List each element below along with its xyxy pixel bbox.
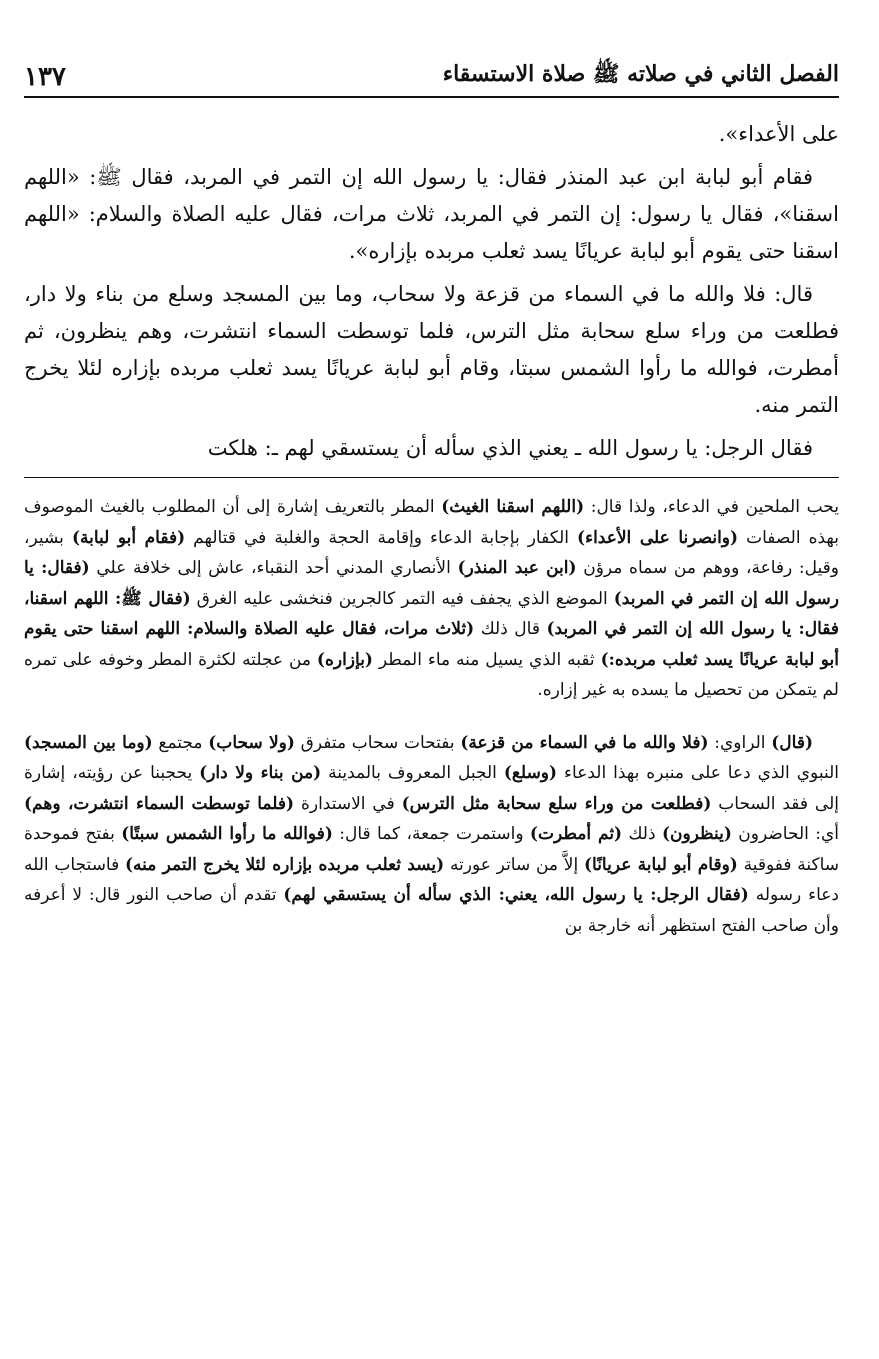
quoted-source-text: (ينظرون) [661,824,732,844]
commentary-text: في الاستدارة [294,793,402,814]
commentary-text: الموضع الذي يجفف فيه التمر كالجرين فنخشى عليه الغرق [190,588,614,609]
commentary-text: الراوي: [708,732,772,753]
commentary-text: الكفار بإجابة الدعاء وإقامة الحجة والغلبة في قتالهم [185,527,578,548]
quoted-source-text: (فلا والله ما في السماء من قزعة) [460,732,709,753]
page-header [24,52,839,98]
commentary [24,492,839,941]
commentary-text: يحب الملحين في الدعاء، ولذا قال: [584,497,839,517]
commentary-text: إلاَّ من ساتر عورته [444,854,584,875]
quoted-source-text: (بإزاره) [316,649,373,670]
commentary-text: المطر بالتعريف إشارة إلى أن المطلوب بالغيث الموصوف بهذه الصفات [24,497,839,548]
main-paragraph: قال: فلا والله ما في السماء من قزعة ولا سحاب، وما بين المسجد وسلع من بناء ولا دار، فطلعت من وراء سلع سحابة مثل الترس، فلما توسطت السماء انتشرت، وهم ينظرون، ثم أمطرت، فوالله ما رأوا الشمس سبتا، وقام أبو لبابة عريانًا يسد ثعلب مربده بإزاره لئلا يخرج التمر منه. [24,282,839,417]
quoted-source-text: (يسد ثعلب مربده بإزاره لئلا يخرج التمر منه) [125,854,445,875]
quoted-source-text: (فوالله ما رأوا الشمس سبتًا) [121,824,333,844]
commentary-paragraph [24,728,839,942]
quoted-source-text: (قال) [771,732,813,753]
commentary-text: واستمرت جمعة، كما قال: [332,824,530,844]
footnote-divider [24,477,839,478]
commentary-text: الأنصاري المدني أحد النقباء، عاش إلى خلافة علي [89,558,458,578]
commentary-text: من عجلته لكثرة المطر وخوفه على تمره لم يتمكن من تحصيل ما يسده به غير إزاره. [24,649,839,700]
main-paragraph: على الأعداء». [718,122,839,146]
quoted-source-text: (ولا سحاب) [208,732,295,753]
commentary-text: الجبل المعروف بالمدينة [321,763,504,783]
chapter-title: الفصل الثاني في صلاته ﷺ صلاة الاستسقاء [442,61,839,87]
quoted-source-text: (فقال: يا رسول الله إن التمر في المربد) [24,558,839,609]
book-page [24,52,839,1339]
commentary-text: مجتمع [152,732,209,753]
commentary-text: ذلك [622,824,662,844]
quoted-source-text: (وما بين المسجد) [24,732,153,753]
quoted-source-text: (وانصرنا على الأعداء) [577,527,739,548]
commentary-paragraph [24,492,839,706]
commentary-text: تقدم أن صاحب النور قال: لا أعرفه وأن صاحب الفتح استظهر أنه خارجة بن [24,885,839,936]
commentary-text: قال ذلك [474,619,547,639]
quoted-source-text: (فلما توسطت السماء انتشرت، وهم) [24,793,295,814]
commentary-text: يحجبنا عن رؤيته، إشارة إلى فقد السحاب [24,763,840,814]
quoted-source-text: (فطلعت من وراء سلع سحابة مثل الترس) [401,793,712,814]
quoted-source-text: (وقام أبو لبابة عريانًا) [583,854,738,875]
quoted-source-text: (فقام أبو لبابة) [71,527,186,548]
commentary-text: بشير، وقيل: رفاعة، ووهم من سماه مرؤن [24,527,839,578]
quoted-source-text: (وسلع) [503,763,558,783]
main-text [24,116,839,467]
commentary-text: بفتح فموحدة ساكنة ففوقية [24,824,839,875]
quoted-source-text: (فقال الرجل: يا رسول الله، يعني: الذي سأله أن يستسقي لهم) [283,885,749,905]
main-paragraph: فقال الرجل: يا رسول الله ـ يعني الذي سأله أن يستسقي لهم ـ: هلكت [207,436,813,460]
quoted-source-text: (ابن عبد المنذر) [457,558,577,578]
commentary-text: بفتحات سحاب متفرق [294,732,461,753]
page-number: ١٣٧ [24,62,66,92]
quoted-source-text: (ثم أمطرت) [529,824,623,844]
quoted-source-text: (من بناء ولا دار) [199,763,322,783]
commentary-text: النبوي الذي دعا على منبره بهذا الدعاء [557,763,839,783]
quoted-source-text: (اللهم اسقنا الغيث) [441,497,585,517]
commentary-text: ثقبه الذي يسيل منه ماء المطر [372,649,601,670]
commentary-text: فاستجاب الله دعاء رسوله [24,854,839,905]
quoted-source-text: (ثلاث مرات، فقال عليه الصلاة والسلام: اللهم اسقنا حتى يقوم أبو لبابة عريانًا يسد ثعلب مربده:) [24,619,840,670]
quoted-source-text: (فقال ﷺ: اللهم اسقنا، فقال: يا رسول الله إن التمر في المربد) [24,588,839,639]
commentary-text: أي: الحاضرون [731,824,839,844]
main-paragraph: فقام أبو لبابة ابن عبد المنذر فقال: يا رسول الله إن التمر في المربد، فقال ﷺ: «اللهم اسقنا»، فقال يا رسول: إن التمر في المربد، ثلاث مرات، فقال عليه الصلاة والسلام: «اللهم اسقنا حتى يقوم أبو لبابة عريانًا يسد ثعلب مربده بإزاره». [24,165,839,263]
